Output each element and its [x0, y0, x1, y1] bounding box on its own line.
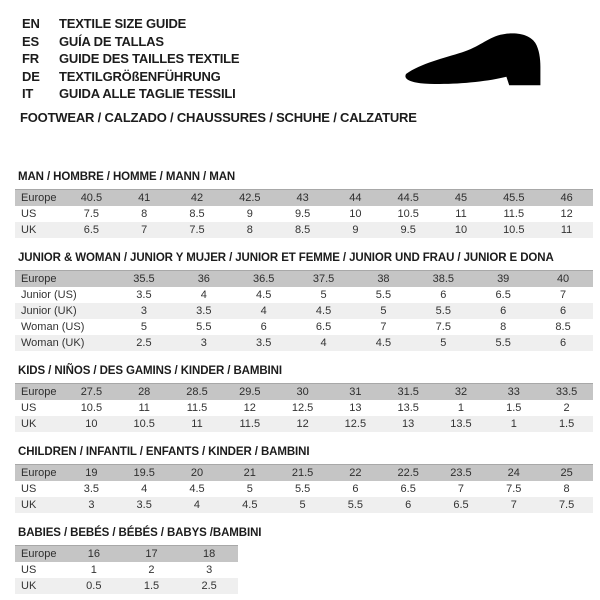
size-cell: 8 [500, 321, 507, 333]
size-cell: 36.5 [234, 271, 294, 288]
size-table-section [15, 252, 593, 351]
size-cell: 12.5 [291, 402, 314, 414]
size-cell: 28 [118, 384, 171, 401]
size-cell: 5 [140, 321, 147, 333]
size-cell: 8 [141, 208, 148, 220]
size-cell: 11 [455, 208, 467, 220]
table-row [15, 303, 593, 319]
size-cell: 6.5 [400, 483, 416, 495]
table-row [15, 190, 593, 207]
size-cell: 9 [246, 208, 253, 220]
table-row [15, 497, 593, 513]
size-cell: 4 [171, 497, 224, 513]
size-cell: 10.5 [80, 402, 103, 414]
language-code: IT [22, 86, 34, 101]
size-cell: 1 [457, 402, 465, 414]
size-cell: 5.5 [473, 335, 533, 351]
size-cell: 6 [260, 321, 267, 333]
size-cell: 45 [435, 190, 488, 207]
size-cell: 33.5 [540, 384, 593, 401]
size-cell: 3.5 [83, 483, 100, 495]
size-cell: 4.5 [223, 497, 276, 513]
size-cell: 35.5 [114, 271, 174, 288]
size-cell: 45.5 [487, 190, 540, 207]
size-cell: 9 [329, 222, 382, 238]
size-cell: 13 [382, 416, 435, 432]
size-cell: 42 [171, 190, 224, 207]
table-title: MAN / HOMBRE / HOMME / MANN / MAN [18, 171, 236, 183]
language-label: TEXTILE SIZE GUIDE [59, 16, 187, 31]
size-cell: 3.5 [118, 497, 171, 513]
size-cell: 7 [457, 483, 465, 495]
table-row [15, 335, 593, 351]
size-cell: 40 [533, 271, 593, 288]
row-label: UK [15, 416, 65, 432]
size-cell: 21 [223, 465, 276, 482]
size-cell: 10 [349, 208, 362, 220]
size-cell: 5.5 [375, 289, 392, 301]
size-cell: 6 [533, 303, 593, 319]
size-cell: 3.5 [234, 335, 294, 351]
language-row [22, 15, 239, 33]
size-cell: 5.5 [329, 497, 382, 513]
size-cell: 10 [435, 222, 488, 238]
size-cell: 13.5 [435, 416, 488, 432]
row-label: UK [15, 578, 65, 594]
row-label: US [21, 208, 37, 220]
size-cell: 44.5 [382, 190, 435, 207]
table-row [15, 287, 593, 303]
size-cell: 5.5 [413, 303, 473, 319]
size-cell: 8.5 [189, 208, 205, 220]
size-cell: 6.5 [495, 289, 511, 301]
size-cell: 7.5 [506, 483, 522, 495]
size-cell: 6 [533, 335, 593, 351]
size-cell: 0.5 [65, 578, 123, 594]
size-cell: 6.5 [435, 497, 488, 513]
size-cell: 9.5 [294, 208, 311, 220]
size-cell: 5 [246, 483, 253, 495]
size-cell: 10.5 [487, 222, 540, 238]
size-cell: 24 [487, 465, 540, 482]
size-cell: 4 [141, 483, 148, 495]
size-cell: 8 [223, 222, 276, 238]
table-row [15, 222, 593, 238]
table-row [15, 384, 593, 401]
language-row [22, 33, 239, 51]
size-table [15, 545, 238, 594]
table-row [15, 319, 593, 335]
size-cell: 5 [354, 303, 414, 319]
size-cell: 5 [413, 335, 473, 351]
size-cell: 36 [174, 271, 234, 288]
size-cell: 4.5 [294, 303, 354, 319]
size-cell: 2.5 [180, 578, 238, 594]
table-title: BABIES / BEBÉS / BÉBÉS / BABYS /BAMBINI [18, 527, 262, 539]
language-label: GUIDA ALLE TAGLIE TESSILI [59, 86, 236, 101]
size-cell: 12 [243, 402, 256, 414]
row-label: Woman (UK) [15, 335, 114, 351]
size-cell: 30 [276, 384, 329, 401]
size-cell: 6 [440, 289, 447, 301]
size-cell: 7 [487, 497, 540, 513]
size-table-section [15, 365, 593, 432]
size-cell: 6 [382, 497, 435, 513]
size-cell: 17 [123, 546, 181, 563]
language-code: FR [22, 51, 39, 66]
size-cell: 1.5 [540, 416, 593, 432]
row-label: Europe [15, 546, 65, 563]
language-row [22, 68, 239, 86]
table-row [15, 562, 238, 578]
size-cell: 43 [276, 190, 329, 207]
size-cell: 40.5 [65, 190, 118, 207]
size-cell: 19.5 [118, 465, 171, 482]
size-cell: 10.5 [118, 416, 171, 432]
footwear-category-line: FOOTWEAR / CALZADO / CHAUSSURES / SCHUHE / CALZATURE [20, 110, 417, 125]
size-cell: 38 [354, 271, 414, 288]
size-cell: 11.5 [186, 402, 208, 414]
size-cell: 2 [148, 564, 155, 576]
size-cell: 1.5 [123, 578, 181, 594]
size-table-section [15, 527, 593, 594]
table-title: KIDS / NIÑOS / DES GAMINS / KINDER / BAMBINI [18, 365, 282, 377]
row-label: Europe [15, 190, 65, 207]
size-cell: 3 [174, 335, 234, 351]
size-cell: 39 [473, 271, 533, 288]
table-row [15, 271, 593, 288]
size-cell: 2 [563, 402, 570, 414]
size-cell: 12 [276, 416, 329, 432]
row-label: US [21, 564, 37, 576]
size-table [15, 270, 593, 351]
size-cell: 3 [114, 303, 174, 319]
size-cell: 5 [320, 289, 327, 301]
table-row [15, 206, 593, 222]
size-cell: 11.5 [223, 416, 276, 432]
size-cell: 16 [65, 546, 123, 563]
size-cell: 22 [329, 465, 382, 482]
language-row [22, 50, 239, 68]
size-cell: 11 [138, 402, 150, 414]
size-cell: 29.5 [223, 384, 276, 401]
table-row [15, 578, 238, 594]
size-cell: 22.5 [382, 465, 435, 482]
size-cell: 2.5 [114, 335, 174, 351]
size-cell: 13.5 [397, 402, 419, 414]
size-cell: 1.5 [506, 402, 522, 414]
size-cell: 12.5 [329, 416, 382, 432]
size-cell: 38.5 [413, 271, 473, 288]
size-cell: 7.5 [171, 222, 224, 238]
size-cell: 7.5 [540, 497, 593, 513]
size-cell: 18 [180, 546, 238, 563]
size-cell: 3.5 [174, 303, 234, 319]
row-label: UK [15, 222, 65, 238]
size-cell: 7 [560, 289, 567, 301]
row-label: Europe [15, 384, 65, 401]
row-label: Junior (US) [21, 289, 77, 301]
size-cell: 12 [560, 208, 573, 220]
size-cell: 3 [206, 564, 213, 576]
language-row [22, 85, 239, 103]
size-cell: 31 [329, 384, 382, 401]
row-label: Europe [15, 271, 114, 288]
size-cell: 3 [65, 497, 118, 513]
size-cell: 44 [329, 190, 382, 207]
row-label: Woman (US) [21, 321, 85, 333]
size-cell: 13 [349, 402, 362, 414]
size-cell: 37.5 [294, 271, 354, 288]
size-cell: 6 [473, 303, 533, 319]
size-cell: 4.5 [189, 483, 205, 495]
size-table [15, 464, 593, 513]
size-cell: 11 [540, 222, 593, 238]
size-cell: 5.5 [294, 483, 311, 495]
size-cell: 41 [118, 190, 171, 207]
table-row [15, 400, 593, 416]
language-label: GUIDE DES TAILLES TEXTILE [59, 51, 240, 66]
size-cell: 32 [435, 384, 488, 401]
size-cell: 21.5 [276, 465, 329, 482]
language-label: TEXTILGRÖßENFÜHRUNG [59, 68, 221, 84]
size-cell: 6.5 [65, 222, 118, 238]
size-cell: 11 [171, 416, 224, 432]
table-row [15, 416, 593, 432]
row-label: UK [15, 497, 65, 513]
language-code: EN [22, 16, 40, 31]
size-cell: 31.5 [382, 384, 435, 401]
size-cell: 5 [276, 497, 329, 513]
size-cell: 25 [540, 465, 593, 482]
table-row [15, 546, 238, 563]
table-row [15, 481, 593, 497]
size-cell: 23.5 [435, 465, 488, 482]
size-cell: 3.5 [136, 289, 152, 301]
size-cell: 8 [563, 483, 570, 495]
size-cell: 4 [294, 335, 354, 351]
size-cell: 27.5 [65, 384, 118, 401]
size-table [15, 189, 593, 238]
size-cell: 10.5 [397, 208, 419, 220]
language-label: GUÍA DE TALLAS [59, 33, 164, 49]
row-label: Junior (UK) [15, 303, 114, 319]
size-cell: 28.5 [171, 384, 224, 401]
size-cell: 7 [380, 321, 387, 333]
size-cell: 8.5 [276, 222, 329, 238]
language-title-block [22, 15, 239, 103]
size-cell: 8.5 [555, 321, 571, 333]
size-cell: 4.5 [354, 335, 414, 351]
size-cell: 4 [200, 289, 207, 301]
size-cell: 33 [487, 384, 540, 401]
size-cell: 1 [90, 564, 97, 576]
language-code: ES [22, 33, 39, 49]
size-cell: 7.5 [83, 208, 100, 220]
size-cell: 7.5 [435, 321, 451, 333]
row-label: Europe [15, 465, 65, 482]
size-cell: 10 [65, 416, 118, 432]
language-code: DE [22, 68, 40, 84]
size-cell: 11.5 [503, 208, 525, 220]
size-cell: 6 [352, 483, 359, 495]
size-cell: 19 [65, 465, 118, 482]
dress-shoe-silhouette-icon [388, 18, 568, 106]
size-cell: 4.5 [256, 289, 272, 301]
size-tables-container [15, 171, 593, 600]
size-table-section [15, 171, 593, 238]
size-cell: 6.5 [315, 321, 332, 333]
size-cell: 5.5 [196, 321, 212, 333]
table-row [15, 465, 593, 482]
size-cell: 20 [171, 465, 224, 482]
size-cell: 4 [234, 303, 294, 319]
size-cell: 9.5 [382, 222, 435, 238]
size-cell: 42.5 [223, 190, 276, 207]
size-cell: 1 [487, 416, 540, 432]
size-table [15, 383, 593, 432]
table-title: CHILDREN / INFANTIL / ENFANTS / KINDER / BAMBINI [18, 446, 310, 458]
size-cell: 46 [540, 190, 593, 207]
table-title: JUNIOR & WOMAN / JUNIOR Y MUJER / JUNIOR ET FEMME / JUNIOR UND FRAU / JUNIOR E DONA [18, 252, 554, 264]
row-label: US [21, 483, 37, 495]
size-table-section [15, 446, 593, 513]
size-cell: 7 [118, 222, 171, 238]
row-label: US [21, 402, 37, 414]
